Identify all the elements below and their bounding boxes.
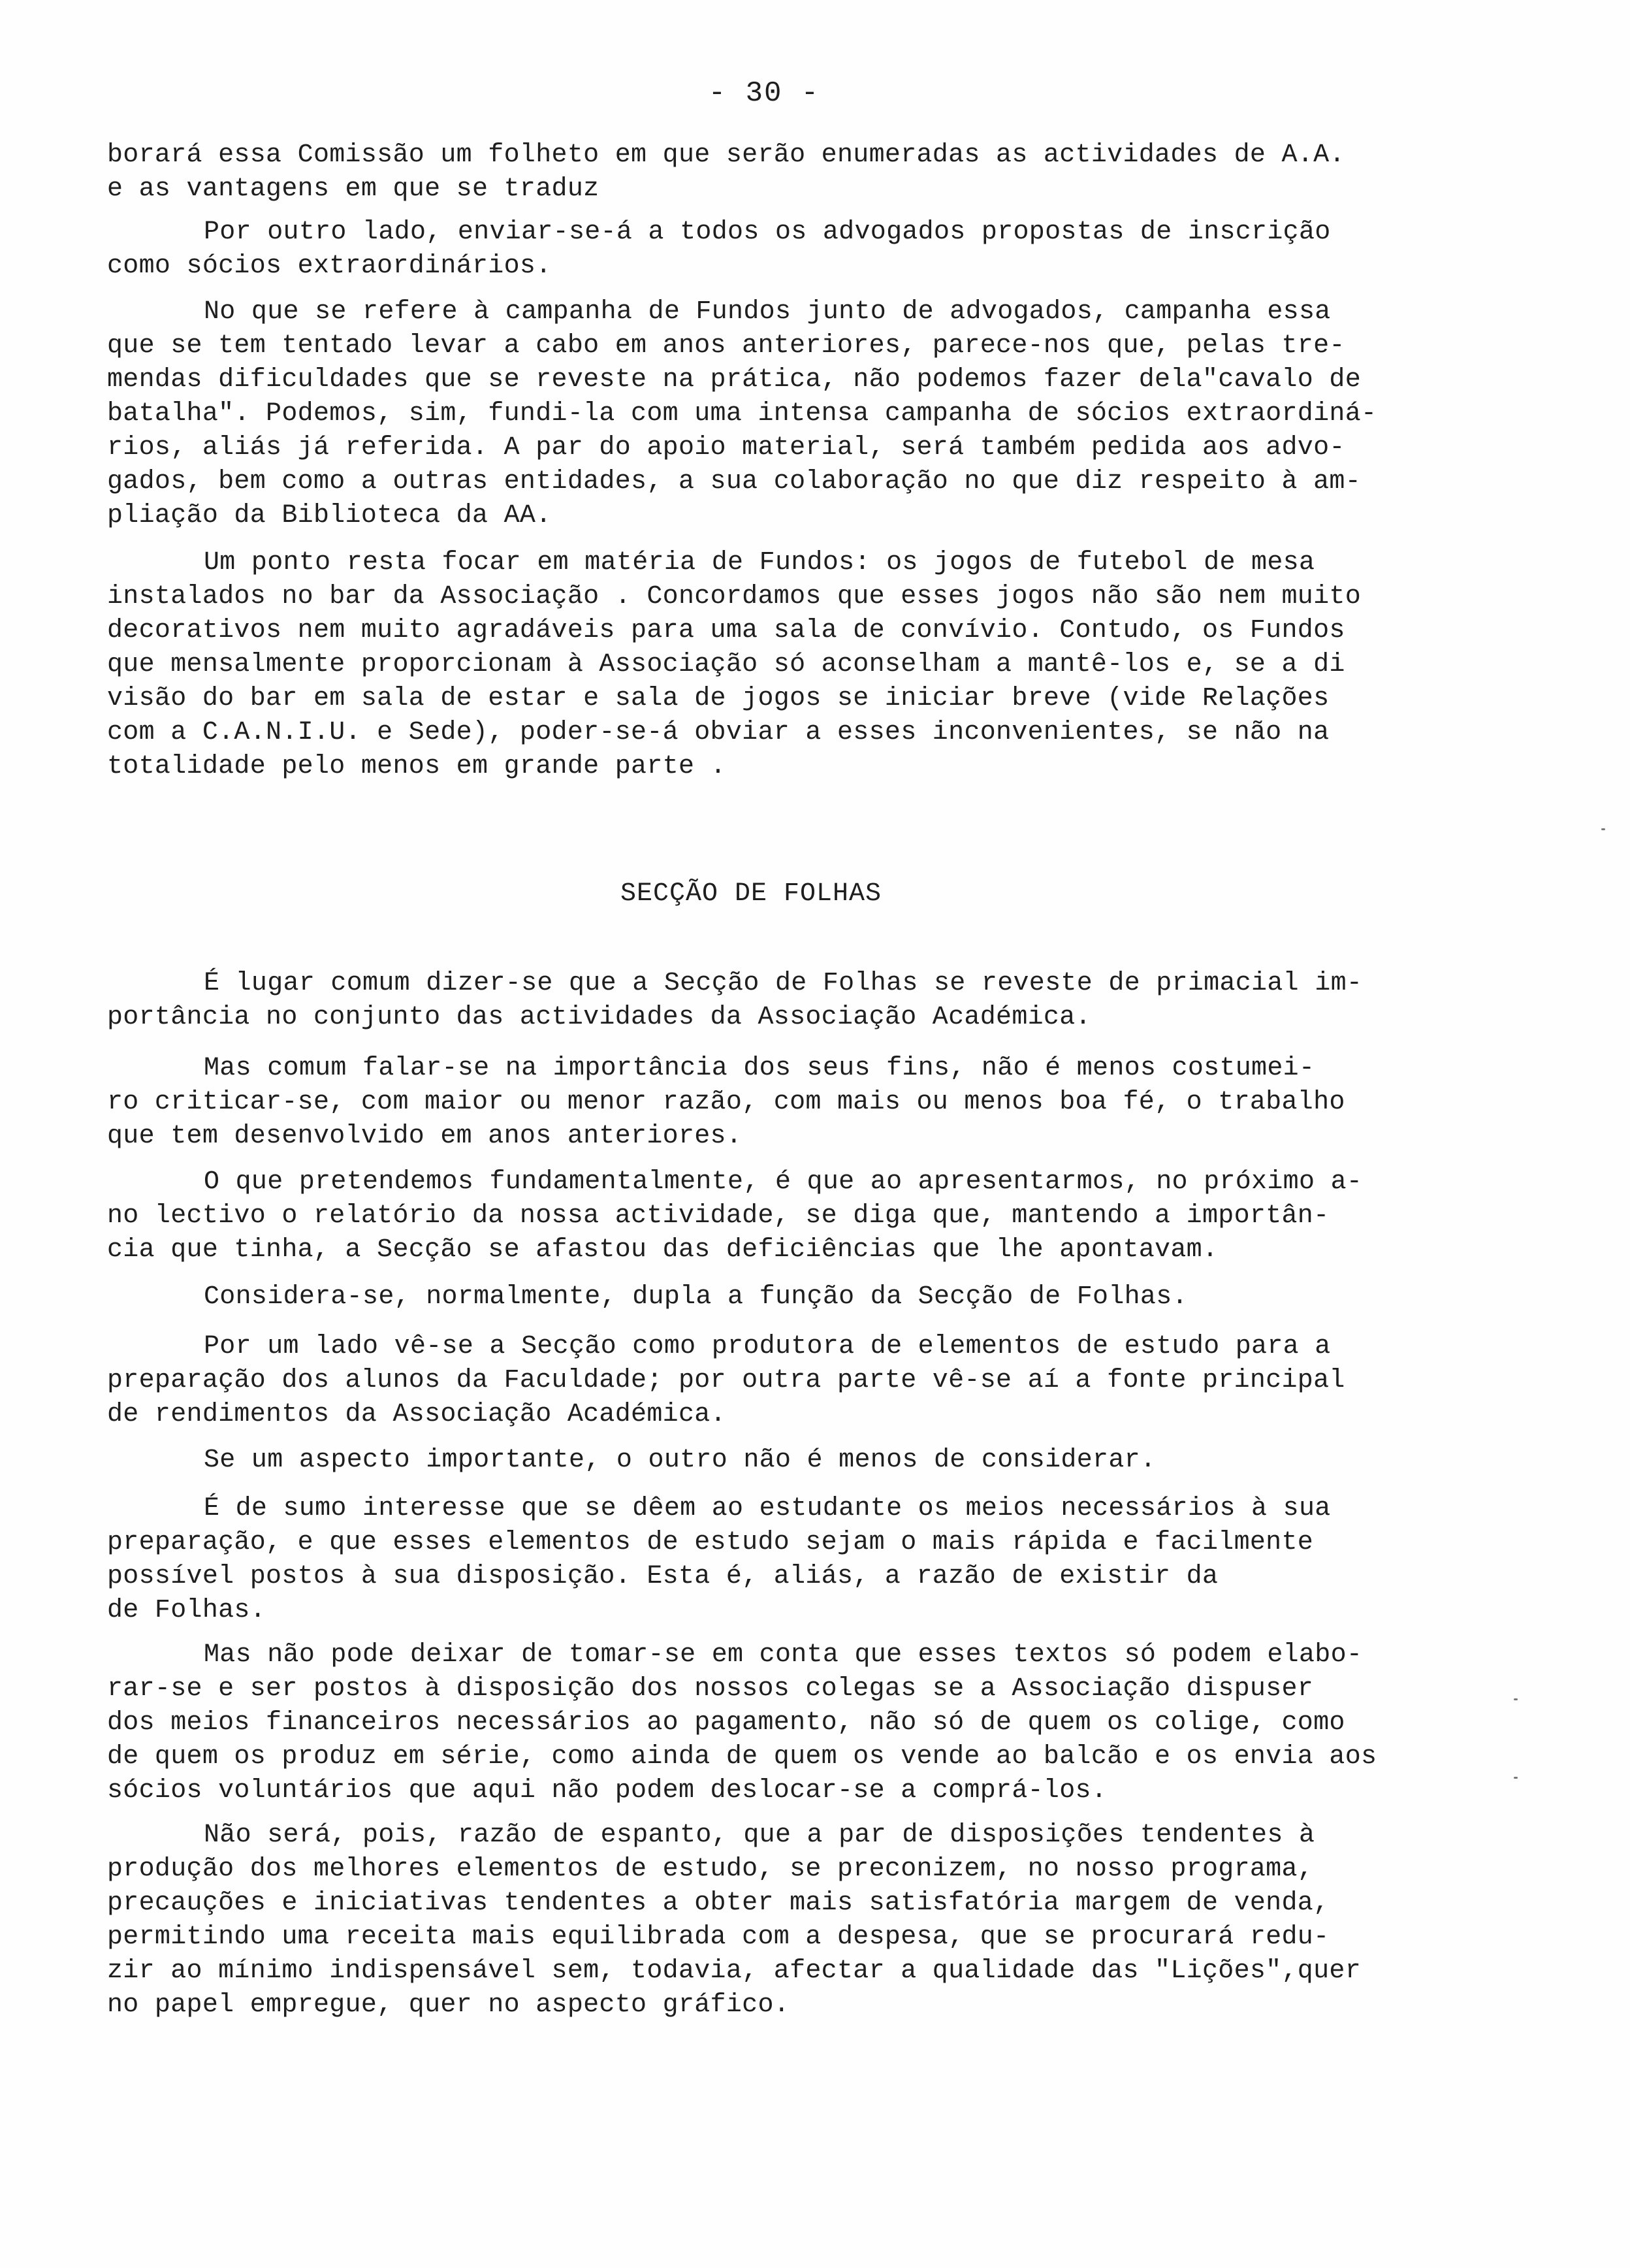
text-line: rios, aliás já referida. A par do apoio material, será também pedida aos advo- [107, 433, 1345, 462]
text-line: de Folhas. [107, 1596, 266, 1625]
paragraph-pretendemos [107, 1165, 1413, 1267]
paragraph-folheto [107, 138, 1413, 206]
paragraph-dupla-funcao [107, 1280, 1413, 1314]
text-line: cia que tinha, a Secção se afastou das deficiências que lhe apontavam. [107, 1235, 1219, 1265]
text-line: O que pretendemos fundamentalmente, é que ao apresentarmos, no próximo a- [204, 1167, 1363, 1197]
text-line: preparação, e que esses elementos de estudo sejam o mais rápida e facilmente [107, 1528, 1314, 1557]
text-line: pliação da Biblioteca da AA. [107, 501, 552, 530]
section-heading: SECÇÃO DE FOLHAS [620, 879, 882, 909]
paragraph-espanto [107, 1819, 1413, 2022]
paragraph-importancia [107, 1052, 1413, 1154]
scan-speck [1514, 1698, 1518, 1700]
text-line: gados, bem como a outras entidades, a sua colaboração no que diz respeito à am- [107, 467, 1362, 496]
text-line: Por outro lado, enviar-se-á a todos os advogados propostas de inscrição [204, 218, 1331, 247]
text-line: sócios voluntários que aqui não podem deslocar-se a comprá-los. [107, 1776, 1108, 1806]
text-line: visão do bar em sala de estar e sala de jogos se iniciar breve (vide Relações [107, 684, 1330, 713]
text-line: Mas comum falar-se na importância dos seus fins, não é menos costumei- [204, 1054, 1315, 1083]
paragraph-aspecto-importante [107, 1444, 1413, 1478]
text-line: que mensalmente proporcionam à Associação só aconselham a mantê-los e, se a di [107, 650, 1345, 679]
text-line: decorativos nem muito agradáveis para uma sala de convívio. Contudo, os Fundos [107, 616, 1345, 645]
text-line: Considera-se, normalmente, dupla a função da Secção de Folhas. [204, 1282, 1188, 1312]
paragraph-sumo-interesse [107, 1492, 1413, 1628]
text-line: de rendimentos da Associação Académica. [107, 1400, 726, 1429]
text-line: no papel empregue, quer no aspecto gráfico. [107, 1990, 790, 2020]
text-line: com a C.A.N.I.U. e Sede), poder-se-á obviar a esses inconvenientes, se não na [107, 718, 1330, 747]
text-line: precauções e iniciativas tendentes a obter mais satisfatória margem de venda, [107, 1888, 1330, 1918]
paragraph-lugar-comum [107, 967, 1413, 1035]
text-line: totalidade pelo menos em grande parte . [107, 752, 726, 781]
paragraph-produtora [107, 1330, 1413, 1432]
text-line: portância no conjunto das actividades da Associação Académica. [107, 1003, 1091, 1032]
scan-speck [1601, 828, 1605, 830]
text-line: no lectivo o relatório da nossa actividade, se diga que, mantendo a importân- [107, 1201, 1330, 1231]
text-line: de quem os produz em série, como ainda de quem os vende ao balcão e os envia aos [107, 1742, 1377, 1772]
text-line: Se um aspecto importante, o outro não é menos de considerar. [204, 1446, 1157, 1475]
text-line: e as vantagens em que se traduz [107, 174, 599, 204]
text-line: mendas dificuldades que se reveste na prática, não podemos fazer dela"cavalo de [107, 365, 1362, 395]
paragraph-textos [107, 1638, 1413, 1808]
text-line: rar-se e ser postos à disposição dos nossos colegas se a Associação dispuser [107, 1674, 1314, 1704]
page-number: - 30 - [708, 77, 820, 110]
paragraph-campanha-fundos [107, 295, 1413, 533]
text-line: É lugar comum dizer-se que a Secção de Folhas se reveste de primacial im- [204, 969, 1363, 998]
text-line: possível postos à sua disposição. Esta é, aliás, a razão de existir da [107, 1562, 1219, 1591]
text-line: produção dos melhores elementos de estudo, se preconizem, no nosso programa, [107, 1855, 1314, 1884]
paragraph-inscricao [107, 216, 1413, 284]
text-line: instalados no bar da Associação . Concordamos que esses jogos não são nem muito [107, 582, 1362, 611]
paragraph-jogos-futebol [107, 546, 1413, 784]
text-line: que tem desenvolvido em anos anteriores. [107, 1122, 743, 1151]
text-line: borará essa Comissão um folheto em que serão enumeradas as actividades de A.A. [107, 140, 1345, 170]
text-line: Um ponto resta focar em matéria de Fundos: os jogos de futebol de mesa [204, 548, 1315, 577]
text-line: É de sumo interesse que se dêem ao estudante os meios necessários à sua [204, 1494, 1331, 1523]
text-line: preparação dos alunos da Faculdade; por outra parte vê-se aí a fonte principal [107, 1366, 1345, 1395]
text-line: dos meios financeiros necessários ao pagamento, não só de quem os colige, como [107, 1708, 1345, 1738]
text-line: permitindo uma receita mais equilibrada com a despesa, que se procurará redu- [107, 1922, 1330, 1952]
scan-speck [1514, 1777, 1518, 1779]
text-line: Não será, pois, razão de espanto, que a par de disposições tendentes à [204, 1821, 1315, 1850]
text-line: zir ao mínimo indispensável sem, todavia, afectar a qualidade das "Lições",quer [107, 1956, 1362, 1986]
text-line: que se tem tentado levar a cabo em anos anteriores, parece-nos que, pelas tre- [107, 331, 1345, 361]
text-line: batalha". Podemos, sim, fundi-la com uma intensa campanha de sócios extraordiná- [107, 399, 1377, 429]
text-line: como sócios extraordinários. [107, 251, 552, 281]
text-line: No que se refere à campanha de Fundos junto de advogados, campanha essa [204, 297, 1331, 327]
text-line: ro criticar-se, com maior ou menor razão, com mais ou menos boa fé, o trabalho [107, 1088, 1345, 1117]
text-line: Mas não pode deixar de tomar-se em conta que esses textos só podem elabo- [204, 1640, 1363, 1670]
text-line: Por um lado vê-se a Secção como produtora de elementos de estudo para a [204, 1332, 1331, 1361]
